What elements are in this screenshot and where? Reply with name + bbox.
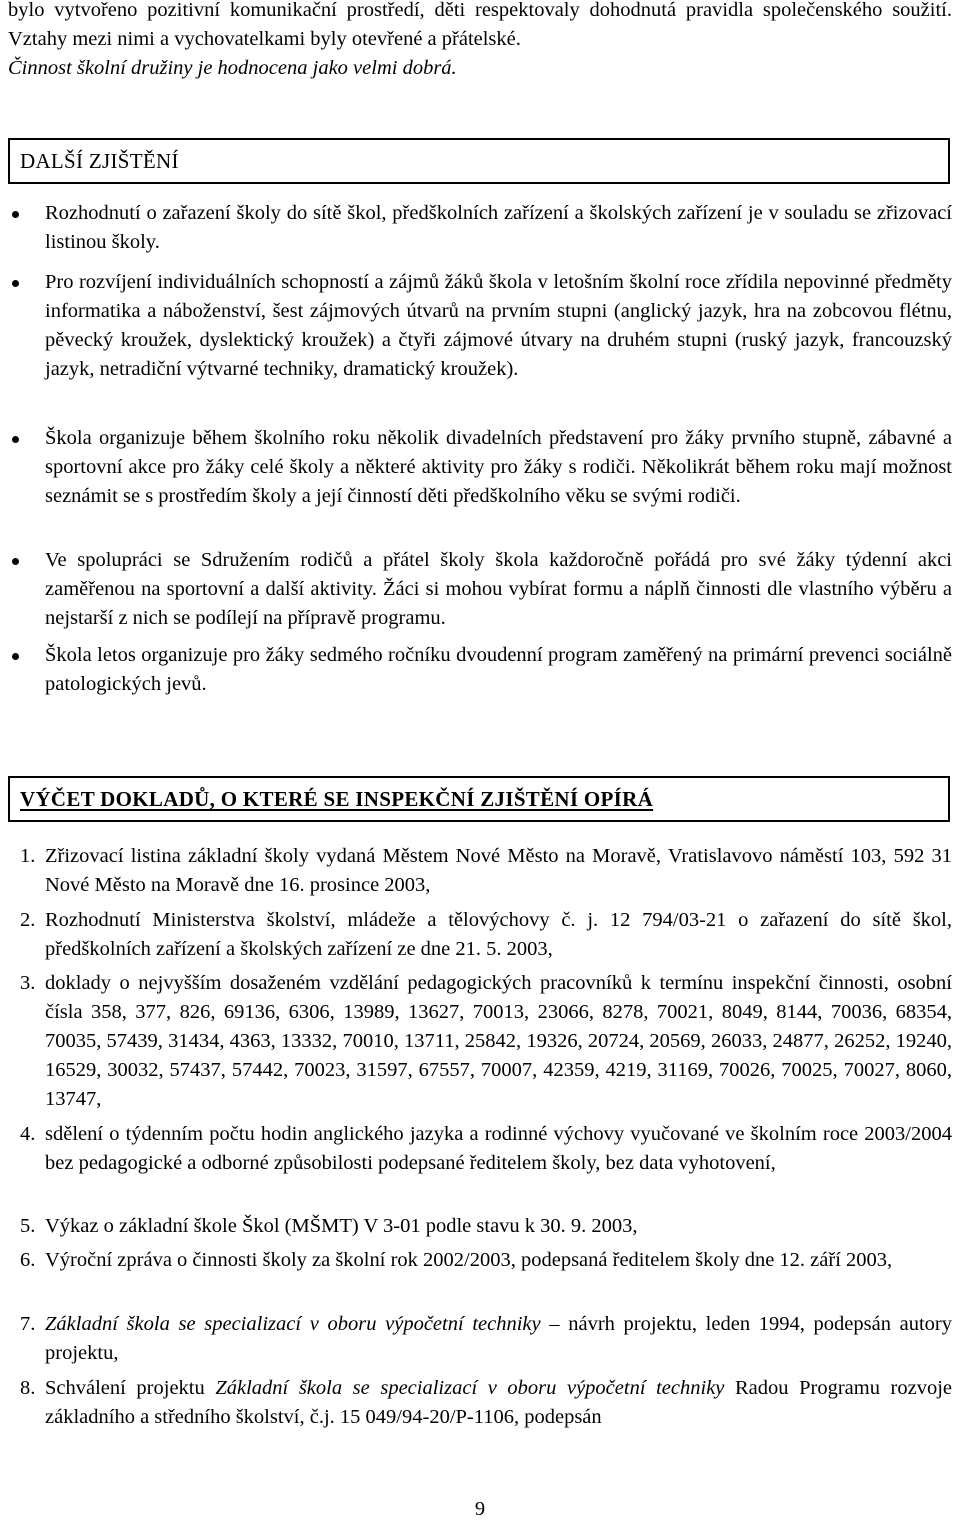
list-item-text: Výkaz o základní škole Škol (MŠMT) V 3-01 podle stavu k 30. 9. 2003, [45, 1215, 638, 1237]
list-item-text [45, 1374, 952, 1432]
project-title: Základní škola se specializací v oboru výpočetní techniky [215, 1377, 725, 1399]
list-item [8, 1212, 952, 1241]
list-item [8, 969, 952, 1114]
section-heading-other-findings [8, 138, 950, 184]
list-item [8, 641, 952, 699]
list-item [8, 199, 952, 257]
list-item-text: doklady o nejvyšším dosaženém vzdělání pedagogických pracovníků k termínu inspekční činnosti, osobní čísla 358, 377, 826, 69136, 6306, 13989, 13627, 70013, 23066, 8278, 70021, 8049, 8144, 70036, 68354, 70035, 57439, 31434, 4363, 13332, 70010, 13711, 25842, 19326, 20724, 20569, 26033, 24877, 26252, 19240, 16529, 30032, 57437, 57442, 70023, 31597, 67557, 70007, 42359, 4219, 31169, 70026, 70025, 70027, 8060, 13747, [45, 972, 952, 1110]
bullet-icon [12, 280, 19, 287]
list-item-number: 2. [20, 909, 36, 931]
list-item [8, 1246, 952, 1275]
intro-evaluation: Činnost školní družiny je hodnocena jako velmi dobrá. [8, 57, 457, 79]
list-item-text [45, 1310, 952, 1368]
list-item-text: Rozhodnutí Ministerstva školství, mládeže a tělovýchovy č. j. 12 794/03-21 o zařazení do sítě škol, předškolních zařízení a školských zařízení ze dne 21. 5. 2003, [45, 909, 952, 960]
list-item-text: Škola organizuje během školního roku několik divadelních představení pro žáky prvního stupně, zábavné a sportovní akce pro žáky celé školy a některé aktivity pro žáky s rodiči. Několikrát během roku mají možnost seznámit se s prostředím školy a její činností děti předškolního věku se svými rodiči. [45, 427, 952, 507]
project-title: Základní škola se specializací v oboru výpočetní techniky [45, 1313, 541, 1335]
list-item [8, 546, 952, 633]
list-item [8, 1374, 952, 1432]
list-item-number: 8. [20, 1377, 36, 1399]
intro-paragraph [8, 0, 952, 83]
list-item-number: 4. [20, 1123, 36, 1145]
list-item-text: Škola letos organizuje pro žáky sedmého ročníku dvoudenní program zaměřený na primární prevenci sociálně patologických jevů. [45, 644, 952, 695]
list-item [8, 424, 952, 511]
list-item [8, 842, 952, 900]
list-item-number: 5. [20, 1215, 36, 1237]
section-heading-documents [8, 776, 950, 822]
list-item-text: Zřizovací listina základní školy vydaná Městem Nové Město na Moravě, Vratislavovo náměstí 103, 592 31 Nové Město na Moravě dne 16. prosince 2003, [45, 845, 952, 896]
bullet-icon [12, 436, 19, 443]
list-item-number: 7. [20, 1313, 36, 1335]
list-item-text: Rozhodnutí o zařazení školy do sítě škol, předškolních zařízení a školských zařízení je v souladu se zřizovací listinou školy. [45, 202, 952, 253]
list-item-number: 6. [20, 1249, 36, 1271]
intro-text: bylo vytvořeno pozitivní komunikační prostředí, děti respektovaly dohodnutá pravidla společenského soužití. Vztahy mezi nimi a vychovatelkami byly otevřené a přátelské. [8, 0, 952, 50]
list-item [8, 906, 952, 964]
list-item-text: Ve spolupráci se Sdružením rodičů a přátel školy škola každoročně pořádá pro své žáky týdenní akci zaměřenou na sportovní a další aktivity. Žáci si mohou vybírat formu a náplň činnosti dle vlastního výběru a nejstarší z nich se podílejí na přípravě programu. [45, 549, 952, 629]
bullet-icon [12, 653, 19, 660]
list-item-text-pre: Schválení projektu [45, 1377, 216, 1399]
list-item [8, 1120, 952, 1178]
list-item-text: Výroční zpráva o činnosti školy za školní rok 2002/2003, podepsaná ředitelem školy dne 12. září 2003, [45, 1249, 893, 1271]
bullet-icon [12, 211, 19, 218]
list-item-number: 1. [20, 845, 36, 867]
list-item-text: Pro rozvíjení individuálních schopností a zájmů žáků škola v letošním školní roce zřídila nepovinné předměty informatika a náboženství, šest zájmových útvarů na prvním stupni (anglický jazyk, hra na zobcovou flétnu, pěvecký kroužek, dyslektický kroužek) a čtyři zájmové útvary na druhém stupni (ruský jazyk, francouzský jazyk, netradiční výtvarné techniky, dramatický kroužek). [45, 271, 952, 380]
list-item-text: sdělení o týdenním počtu hodin anglického jazyka a rodinné výchovy vyučované ve školním roce 2003/2004 bez pedagogické a odborné způsobilosti podepsané ředitelem školy, bez data vyhotovení, [45, 1123, 952, 1174]
list-item [8, 1310, 952, 1368]
section-title: DALŠÍ ZJIŠTĚNÍ [20, 149, 179, 173]
list-item-text-rest: Radou Programu rozvoje základního a středního školství, č.j. 15 049/94-20/P-1106, podepsán [45, 1377, 952, 1428]
list-item [8, 268, 952, 384]
page-number: 9 [474, 1498, 486, 1520]
bullet-icon [12, 558, 19, 565]
section-title: VÝČET DOKLADŮ, O KTERÉ SE INSPEKČNÍ ZJIŠTĚNÍ OPÍRÁ [20, 787, 654, 811]
list-item-number: 3. [20, 972, 36, 994]
list-item-text-rest: – návrh projektu, leden 1994, podepsán autory projektu, [45, 1313, 952, 1364]
